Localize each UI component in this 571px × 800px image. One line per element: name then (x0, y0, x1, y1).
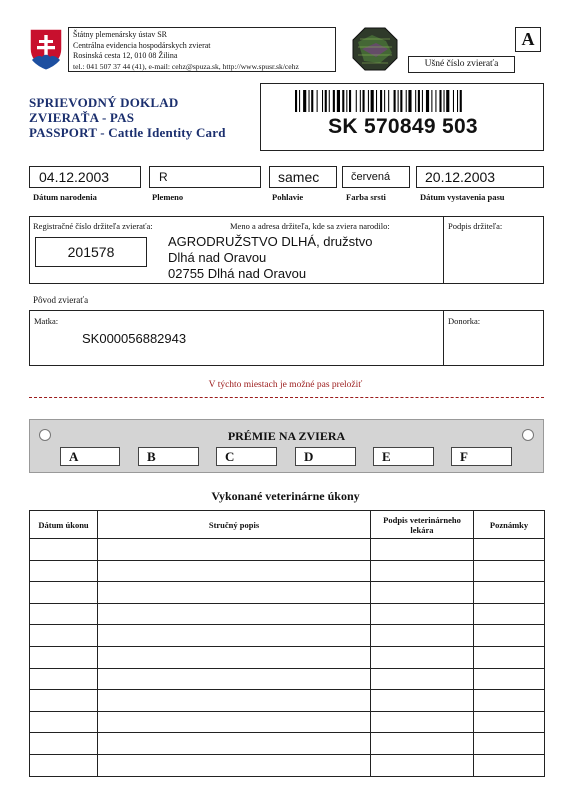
table-cell[interactable] (98, 733, 371, 755)
holder-reg-label: Registračné číslo držiteľa zvieraťa: (33, 221, 153, 231)
premie-box-d[interactable]: D (295, 447, 356, 466)
table-row (30, 582, 545, 604)
table-cell[interactable] (474, 733, 545, 755)
title-line-3: PASSPORT - Cattle Identity Card (29, 125, 226, 140)
table-cell[interactable] (98, 668, 371, 690)
premie-title: PRÉMIE NA ZVIERA (227, 429, 346, 443)
corner-letter-box (515, 27, 541, 52)
holder-address (168, 234, 372, 282)
vet-header-row (30, 511, 545, 539)
title-line-1: SPRIEVODNÝ DOKLAD (29, 95, 179, 110)
fold-text: V týchto miestach je možné pas preložiť (208, 380, 363, 390)
premie-box-e[interactable]: E (373, 447, 434, 466)
table-cell[interactable] (474, 582, 545, 604)
birth-date-label: Dátum narodenia (33, 192, 97, 202)
table-cell[interactable] (30, 754, 98, 776)
table-cell[interactable] (371, 690, 474, 712)
breed-label: Plemeno (152, 192, 184, 202)
holder-address-line-2: Dlhá nad Oravou (168, 250, 267, 265)
table-cell[interactable] (371, 711, 474, 733)
table-cell[interactable] (30, 733, 98, 755)
holder-address-line-1: AGRODRUŽSTVO DLHÁ, družstvo (168, 234, 373, 249)
premie-box-b[interactable]: B (138, 447, 199, 466)
table-row (30, 646, 545, 668)
ear-tag-label: Ušné číslo zvieraťa (424, 59, 499, 69)
holder-address-label: Meno a adresa držiteľa, kde sa zviera narodilo: (230, 221, 390, 231)
birth-date-field: 04.12.2003 (29, 166, 141, 188)
table-cell[interactable] (30, 625, 98, 647)
table-row (30, 603, 545, 625)
col-notes: Poznámky (474, 511, 545, 539)
issue-date-label: Dátum vystavenia pasu (420, 192, 505, 202)
color-field: červená (342, 166, 410, 188)
table-row (30, 754, 545, 776)
table-cell[interactable] (371, 625, 474, 647)
table-cell[interactable] (98, 646, 371, 668)
col-vet-signature: Podpis veterinárneho lekára (371, 511, 474, 539)
origin-label: Pôvod zvieraťa (33, 295, 89, 305)
table-cell[interactable] (474, 625, 545, 647)
table-cell[interactable] (474, 560, 545, 582)
barcode-box (260, 83, 544, 151)
sex-label: Pohlavie (272, 192, 304, 202)
corner-letter: A (521, 29, 535, 49)
vet-title: Vykonané veterinárne úkony (211, 489, 360, 503)
table-cell[interactable] (98, 582, 371, 604)
mother-label: Matka: (34, 316, 59, 326)
mother-value: SK000056882943 (82, 331, 187, 346)
issuer-line-4: tel.: 041 507 37 44 (41), e-mail: cehz@spuza.sk, http://www.spusr.sk/cehz (73, 61, 299, 71)
table-cell[interactable] (98, 690, 371, 712)
color-label: Farba srsti (346, 192, 386, 202)
table-row (30, 539, 545, 561)
table-row (30, 711, 545, 733)
title-line-2: ZVIERAŤA - PAS (29, 110, 135, 125)
passport-number: SK 570849 503 (328, 115, 478, 138)
table-cell[interactable] (474, 603, 545, 625)
holder-reg-field: 201578 (35, 237, 147, 267)
premie-box-c[interactable]: C (216, 447, 277, 466)
holder-signature-label: Podpis držiteľa: (448, 221, 503, 231)
donor-label: Donorka: (448, 316, 481, 326)
table-row (30, 690, 545, 712)
issuer-box (68, 27, 336, 72)
issuer-line-2: Centrálna evidencia hospodárskych zvierat (73, 40, 211, 50)
origin-divider (443, 311, 444, 365)
table-cell[interactable] (371, 582, 474, 604)
table-row (30, 668, 545, 690)
holder-address-line-3: 02755 Dlhá nad Oravou (168, 266, 307, 281)
table-cell[interactable] (474, 668, 545, 690)
table-cell[interactable] (30, 646, 98, 668)
table-cell[interactable] (98, 603, 371, 625)
col-date: Dátum úkonu (30, 511, 98, 539)
document-title (29, 95, 259, 140)
table-row (30, 560, 545, 582)
table-cell[interactable] (474, 690, 545, 712)
premie-box-a[interactable]: A (60, 447, 120, 466)
table-cell[interactable] (371, 733, 474, 755)
issuer-line-3: Rosinská cesta 12, 010 08 Žilina (73, 51, 178, 60)
table-cell[interactable] (30, 711, 98, 733)
table-cell[interactable] (30, 668, 98, 690)
table-row (30, 733, 545, 755)
table-cell[interactable] (474, 711, 545, 733)
table-cell[interactable] (30, 690, 98, 712)
premie-box-f[interactable]: F (451, 447, 512, 466)
table-cell[interactable] (98, 711, 371, 733)
table-cell[interactable] (98, 539, 371, 561)
table-cell[interactable] (30, 603, 98, 625)
barcode (295, 90, 505, 112)
table-row (30, 625, 545, 647)
breed-field: R (149, 166, 261, 188)
col-description: Stručný popis (98, 511, 371, 539)
table-cell[interactable] (30, 560, 98, 582)
vet-table (29, 510, 545, 777)
holder-section (29, 216, 544, 284)
table-cell[interactable] (98, 560, 371, 582)
origin-section (29, 310, 544, 366)
table-cell[interactable] (474, 754, 545, 776)
table-cell[interactable] (371, 539, 474, 561)
fold-line (29, 397, 544, 398)
table-cell[interactable] (30, 582, 98, 604)
table-cell[interactable] (98, 754, 371, 776)
table-cell[interactable] (371, 668, 474, 690)
table-cell[interactable] (371, 754, 474, 776)
table-cell[interactable] (371, 646, 474, 668)
table-cell[interactable] (474, 539, 545, 561)
table-cell[interactable] (474, 646, 545, 668)
issuer-line-1: Štátny plemenársky ústav SR (73, 30, 167, 39)
sex-field: samec (269, 166, 337, 188)
holder-divider (443, 217, 444, 283)
issue-date-field: 20.12.2003 (416, 166, 544, 188)
table-cell[interactable] (371, 603, 474, 625)
ear-tag-label-box (408, 56, 515, 73)
hologram-icon (352, 27, 398, 71)
table-cell[interactable] (371, 560, 474, 582)
table-cell[interactable] (98, 625, 371, 647)
table-cell[interactable] (30, 539, 98, 561)
coat-of-arms (28, 27, 64, 71)
